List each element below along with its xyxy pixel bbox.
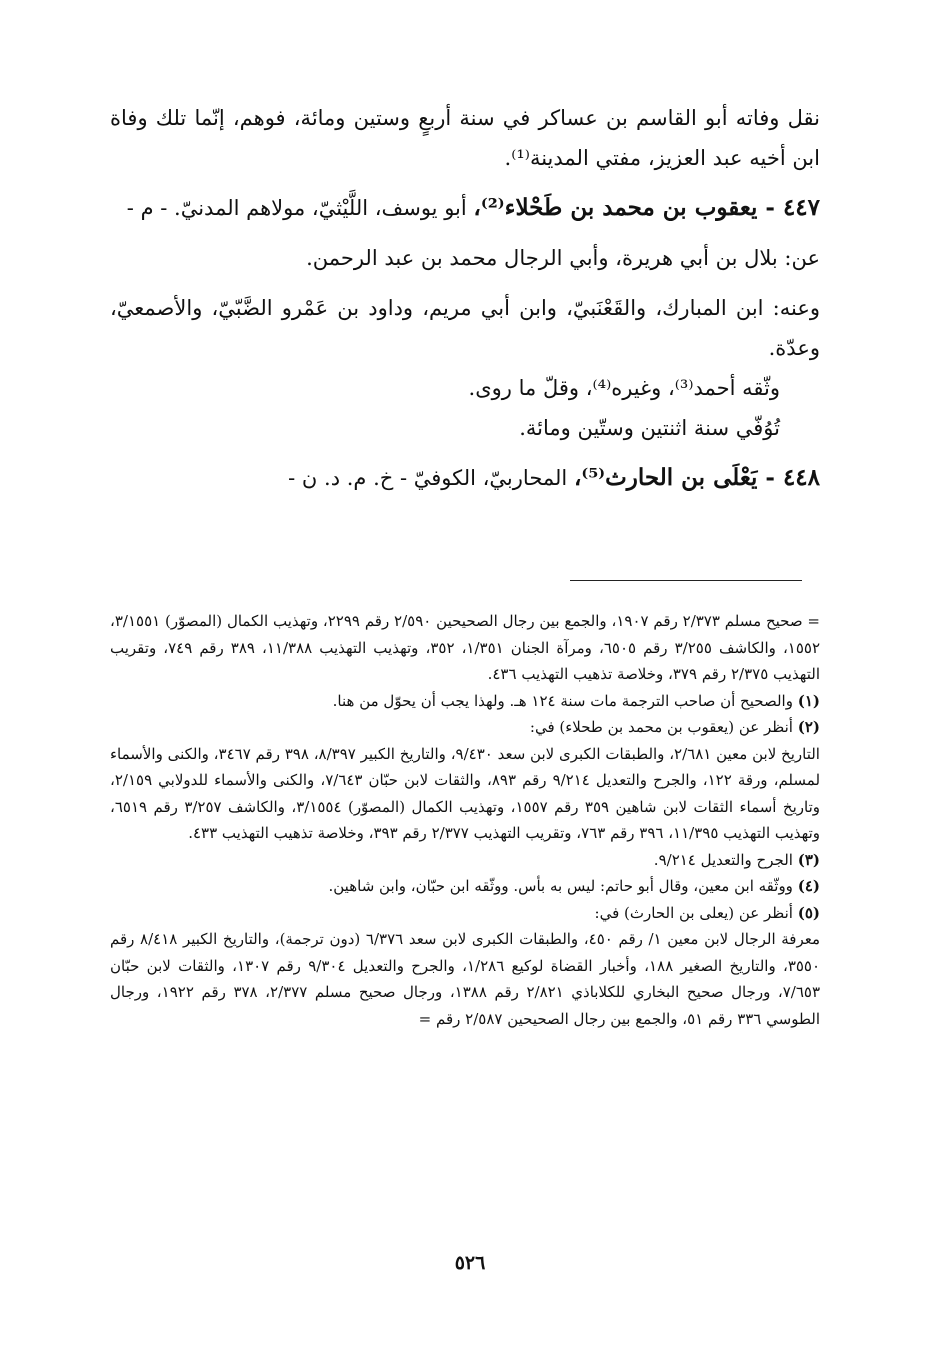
footnote-3-number: (٣) [797,850,820,869]
paragraph-death-note: نقل وفاته أبو القاسم بن عساكر في سنة أربعٍ وستين ومائة، فوهم، إنّما تلك وفاة ابن أخيه عبد العزيز، مفتي المدينة⁽¹⁾. [110,106,820,170]
footnote-1 [110,688,820,715]
entry-447 [110,188,820,228]
death-year: تُوُفّي سنة اثنتين وستّين ومائة. [519,416,780,440]
footnote-5-body: معرفة الرجال لابن معين ١/ رقم ٤٥٠، والطبقات الكبرى لابن سعد ٦/٣٧٦ (دون ترجمة)، والتاريخ الكبير ٨/٤١٨ رقم ٣٥٥٠، والتاريخ الصغير ١٨٨، وأخبار القضاة لوكيع ١/٢٨٦، والجرح والتعديل ٩/٣٠٤ رقم ١٣٠٧، والثقات لابن حبّان ٧/٦٥٣، ورجال صحيح البخاري للكلاباذي ٢/٨٢١ رقم ١٣٨٨، ورجال صحيح مسلم ٢/٣٧٧، ٣٧٨ رقم ١٩٢٢، ورجال الطوسي ٣٣٦ رقم ٥١، والجمع بين رجال الصحيحين ٢/٥٨٧ رقم = [110,930,821,1028]
footnotes [110,608,820,1032]
footnote-4 [110,873,820,900]
footnote-5-number: (٥) [797,903,820,922]
entry-448-rest: المحاربيّ، الكوفيّ - خ. م. د. ن - [288,466,574,490]
entry-447-title: ٤٤٧ - يعقوب بن محمد بن طَحْلاء⁽²⁾، [473,194,820,221]
footnote-2-body: التاريخ لابن معين ٢/٦٨١، والطبقات الكبرى لابن سعد ٩/٤٣٠، والتاريخ الكبير ٨/٣٩٧، ٣٩٨ رقم ٣٤٦٧، والكنى والأسماء لمسلم، ورقة ١٢٢، والجرح والتعديل ٩/٢١٤ رقم ٨٩٣، والثقات لابن حبّان ٧/٦٤٣، والكنى والأسماء للدولابي ٢/١٥٩، وتاريخ أسماء الثقات لابن شاهين ٣٥٩ رقم ١٥٥٧، وتهذيب الكمال (المصوّر) ٣/١٥٥٤، والكاشف ٣/٢٥٧ رقم ٦٥١٩، وتهذيب التهذيب ١١/٣٩٥، ٣٩٦ رقم ٧٦٣، وتقريب التهذيب ٢/٣٧٧ رقم ٣٩٣، وخلاصة تذهيب التهذيب ٤٣٣. [110,744,821,842]
footnote-2 [110,714,820,741]
footnote-4-number: (٤) [797,877,820,895]
entry-448-title: ٤٤٨ - يَعْلَى بن الحارث⁽⁵⁾، [573,464,820,491]
narrated-by: وعنه: ابن المبارك، والقَعْنَبيّ، وابن أبي مريم، وداود بن عَمْرو الضَّبّيّ، والأصمعيّ، وعدّة. [110,296,820,360]
footnote-continued: = صحيح مسلم ٢/٣٧٣ رقم ١٩٠٧، والجمع بين رجال الصحيحين ٢/٥٩٠ رقم ٢٢٩٩، وتهذيب الكمال (المصوّر) ٣/١٥٥١، ١٥٥٢، والكاشف ٣/٢٥٥ رقم ٦٥٠٥، ومرآة الجنان ١/٣٥١، ٣٥٢، وتهذيب التهذيب ١١/٣٨٨، ٣٨٩ رقم ٧٤٩، وتقريب التهذيب ٢/٣٧٥ رقم ٣٧٩، وخلاصة تذهيب التهذيب ٤٣٦. [110,612,821,683]
footnote-1-text: والصحيح أن صاحب الترجمة مات سنة ١٢٤ هـ. ولهذا يجب أن يحوّل من هنا. [332,691,793,710]
footnote-2-number: (٢) [797,718,820,736]
footnote-5 [110,900,820,927]
main-text [110,98,820,498]
reliability-note: وثّقه أحمد⁽³⁾، وغيره⁽⁴⁾، وقلّ ما روى. [468,376,780,400]
entry-448 [110,458,820,498]
footnote-2-heading: أنظر عن (يعقوب بن محمد بن طحلاء) في: [529,718,793,736]
footnote-divider [570,580,802,581]
footnote-3-text: الجرح والتعديل ٩/٢١٤. [653,850,793,869]
footnote-3 [110,847,820,874]
footnote-1-number: (١) [797,691,820,710]
page-number: ٥٢٦ [454,1252,486,1274]
footnote-5-heading: أنظر عن (يعلى بن الحارث) في: [594,903,793,922]
entry-447-rest: أبو يوسف، اللَّيْثيّ، مولاهم المدنيّ. - م - [126,196,474,220]
footnote-4-text: ووثّقه ابن معين، وقال أبو حاتم: ليس به بأس. ووثّقه ابن حبّان، وابن شاهين. [328,877,793,895]
narrated-from: عن: بلال بن أبي هريرة، وأبي الرجال محمد بن عبد الرحمن. [306,246,820,270]
